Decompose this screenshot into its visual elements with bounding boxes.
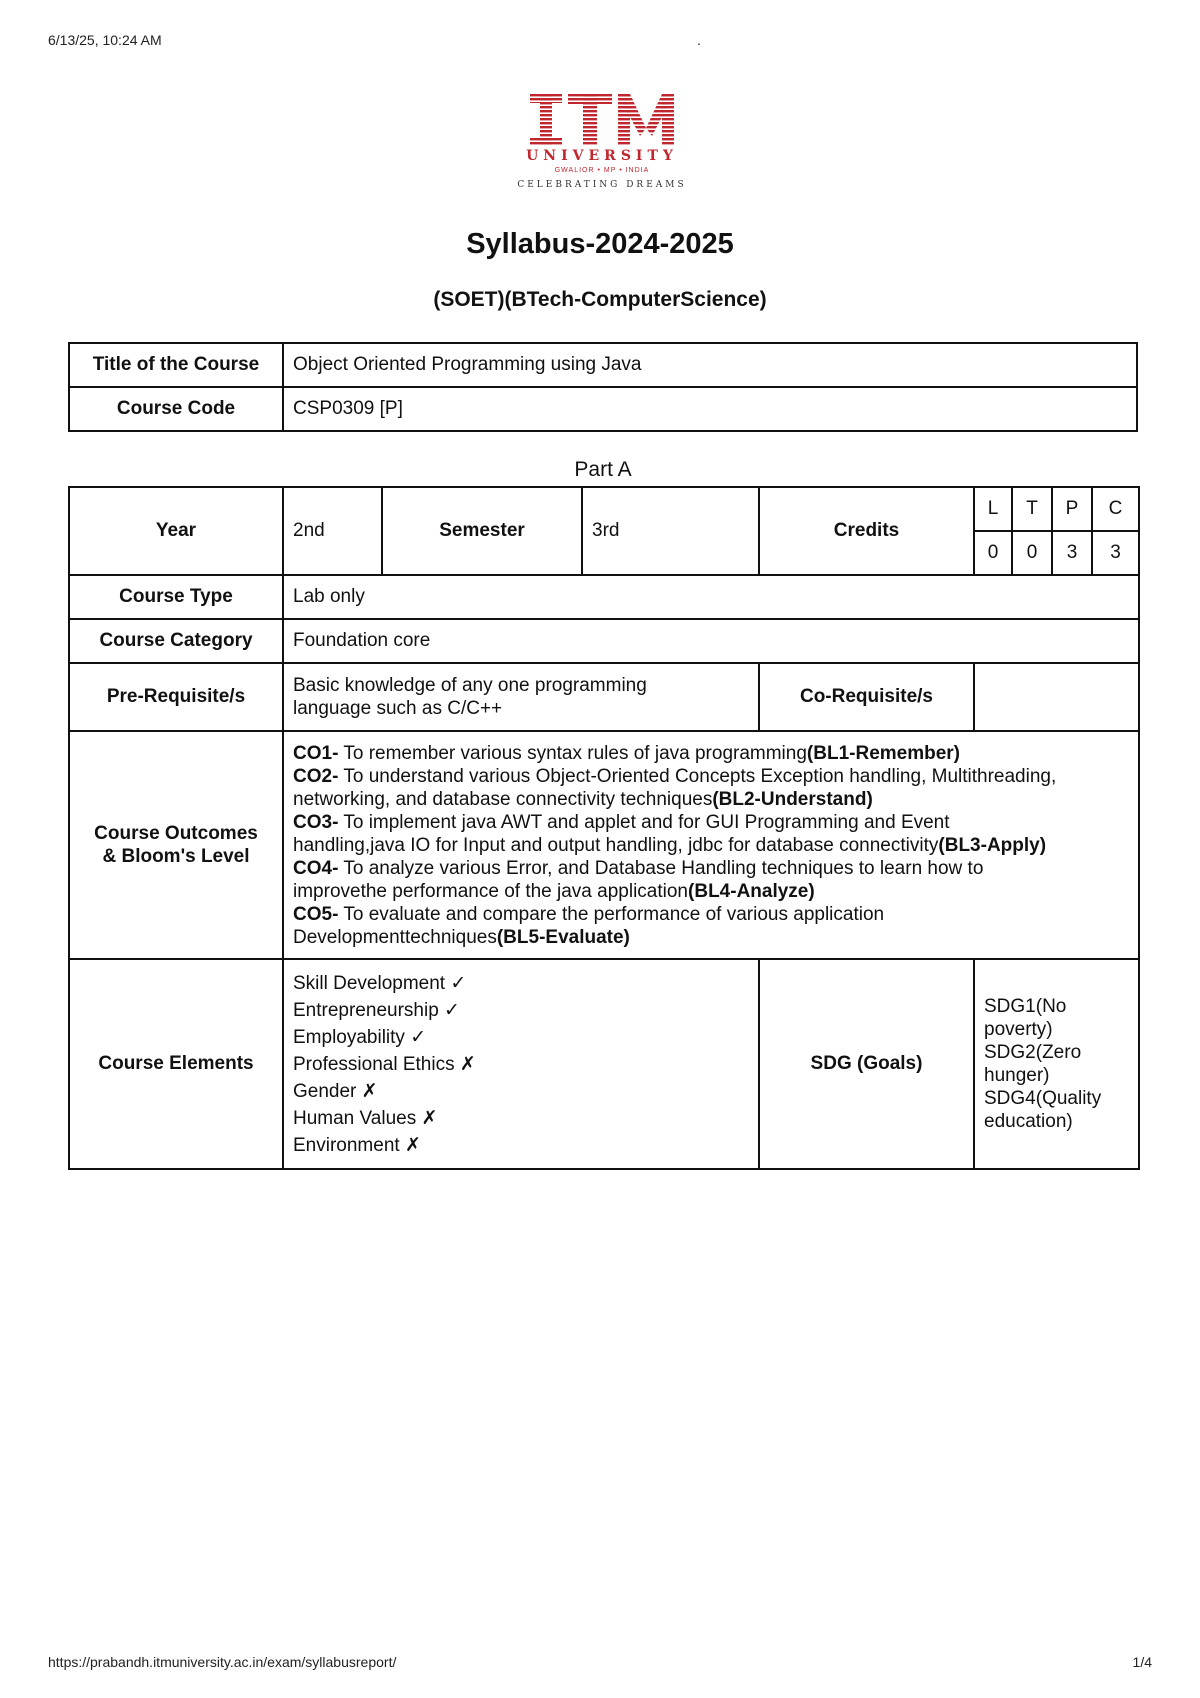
course-outcomes-label (69, 731, 283, 959)
element-name: Human Values (293, 1107, 417, 1129)
outcome-co4 (293, 857, 1129, 903)
page-title: Syllabus-2024-2025 (466, 228, 734, 260)
element-human-values (293, 1105, 749, 1132)
course-category-label: Course Category (69, 619, 283, 663)
course-info-table (68, 342, 1138, 432)
ltpc-value-l: 0 (974, 531, 1012, 575)
table-row (69, 731, 1139, 959)
ltpc-header-l: L (974, 487, 1012, 531)
outcome-level: (BL3-Apply) (938, 834, 1047, 856)
course-outcomes-value (283, 731, 1139, 959)
outcome-level: (BL2-Understand) (712, 788, 873, 810)
outcome-level: (BL5-Evaluate) (496, 926, 630, 948)
itm-wordmark-graphic (530, 94, 674, 146)
table-row (69, 663, 1139, 731)
course-elements-list (283, 959, 759, 1169)
prerequisite-line: Basic knowledge of any one programming (293, 675, 647, 696)
check-icon: ✓ (410, 1026, 427, 1048)
element-environment (293, 1132, 749, 1159)
semester-value: 3rd (582, 487, 759, 575)
course-title-value: Object Oriented Programming using Java (283, 343, 1137, 387)
outcome-code: CO3- (293, 811, 339, 833)
element-professional-ethics (293, 1051, 749, 1078)
page-subtitle: (SOET)(BTech-ComputerScience) (433, 288, 767, 311)
part-a-heading: Part A (574, 458, 632, 481)
outcome-co3 (293, 811, 1129, 857)
table-row (69, 387, 1137, 431)
outcome-code: CO4- (293, 857, 339, 879)
outcome-code: CO5- (293, 903, 339, 925)
ltpc-value-p: 3 (1052, 531, 1092, 575)
course-type-value: Lab only (283, 575, 1139, 619)
ltpc-value-t: 0 (1012, 531, 1052, 575)
outcome-code: CO2- (293, 765, 339, 787)
element-entrepreneurship (293, 997, 749, 1024)
ltpc-header-p: P (1052, 487, 1092, 531)
outcome-co5 (293, 903, 1129, 949)
outcome-text: Developmenttechniques (293, 926, 497, 948)
outcomes-label-line: Course Outcomes (94, 823, 258, 844)
cross-icon: ✗ (421, 1107, 438, 1129)
print-datetime: 6/13/25, 10:24 AM (48, 32, 162, 48)
ltpc-value-c: 3 (1092, 531, 1139, 575)
ltpc-header-t: T (1012, 487, 1052, 531)
itm-university-logo (512, 94, 692, 196)
element-name: Skill Development (293, 972, 446, 994)
cross-icon: ✗ (459, 1053, 476, 1075)
table-row (69, 959, 1139, 1169)
check-icon: ✓ (444, 999, 460, 1021)
outcome-code: CO1- (293, 742, 339, 764)
semester-label: Semester (382, 487, 582, 575)
course-elements-label: Course Elements (69, 959, 283, 1169)
logo-location-text: GWALIOR • MP • INDIA (554, 167, 650, 174)
table-row (69, 487, 1139, 531)
print-page-number: 1/4 (1132, 1654, 1152, 1670)
outcome-text: To analyze various Error, and Database Handling techniques to learn how to (338, 857, 984, 879)
ltpc-header-c: C (1092, 487, 1139, 531)
course-type-label: Course Type (69, 575, 283, 619)
element-name: Professional Ethics (293, 1053, 455, 1075)
logo-university-text: UNIVERSITY (526, 148, 678, 164)
logo-tagline: CELEBRATING DREAMS (517, 180, 687, 190)
year-label: Year (69, 487, 283, 575)
cross-icon: ✗ (361, 1080, 378, 1102)
outcome-text: To implement java AWT and applet and for GUI Programming and Event (338, 811, 950, 833)
element-name: Entrepreneurship (293, 999, 439, 1021)
cross-icon: ✗ (404, 1134, 421, 1156)
course-code-value: CSP0309 [P] (283, 387, 1137, 431)
element-skill-development (293, 970, 749, 997)
table-row (69, 619, 1139, 663)
sdg-item: SDG2(Zero hunger) (984, 1042, 1082, 1086)
table-row (69, 575, 1139, 619)
outcomes-label-line: & Bloom's Level (102, 846, 250, 867)
sdg-list (974, 959, 1139, 1169)
element-employability (293, 1024, 749, 1051)
outcome-co2 (293, 765, 1129, 811)
corequisite-label: Co-Requisite/s (759, 663, 974, 731)
element-name: Environment (293, 1134, 400, 1156)
course-category-value: Foundation core (283, 619, 1139, 663)
prerequisite-value (283, 663, 759, 731)
prerequisite-label: Pre-Requisite/s (69, 663, 283, 731)
table-row (69, 343, 1137, 387)
outcome-text: handling,java IO for Input and output handling, jdbc for database connectivity (293, 834, 939, 856)
print-footer-url: https://prabandh.itmuniversity.ac.in/exam/syllabusreport/ (48, 1654, 397, 1670)
year-value: 2nd (283, 487, 382, 575)
element-gender (293, 1078, 749, 1105)
course-title-label: Title of the Course (69, 343, 283, 387)
element-name: Employability (293, 1026, 405, 1048)
credits-label: Credits (759, 487, 974, 575)
print-header-mark: . (697, 32, 701, 48)
outcome-text: networking, and database connectivity techniques (293, 788, 713, 810)
course-code-label: Course Code (69, 387, 283, 431)
outcome-text: improvethe performance of the java application (293, 880, 689, 902)
outcome-text: To understand various Object-Oriented Concepts Exception handling, Multithreading, (338, 765, 1057, 787)
corequisite-value (974, 663, 1139, 731)
sdg-item: SDG1(No poverty) (984, 996, 1067, 1040)
outcome-level: (BL1-Remember) (806, 742, 961, 764)
sdg-item: SDG4(Quality education) (984, 1088, 1102, 1132)
part-a-table (68, 486, 1140, 1170)
outcome-text: To evaluate and compare the performance of various application (338, 903, 885, 925)
prerequisite-line: language such as C/C++ (293, 698, 503, 719)
check-icon: ✓ (450, 972, 467, 994)
element-name: Gender (293, 1080, 357, 1102)
outcome-text: To remember various syntax rules of java programming (338, 742, 807, 764)
sdg-label: SDG (Goals) (759, 959, 974, 1169)
outcome-level: (BL4-Analyze) (688, 880, 815, 902)
outcome-co1 (293, 742, 1129, 765)
